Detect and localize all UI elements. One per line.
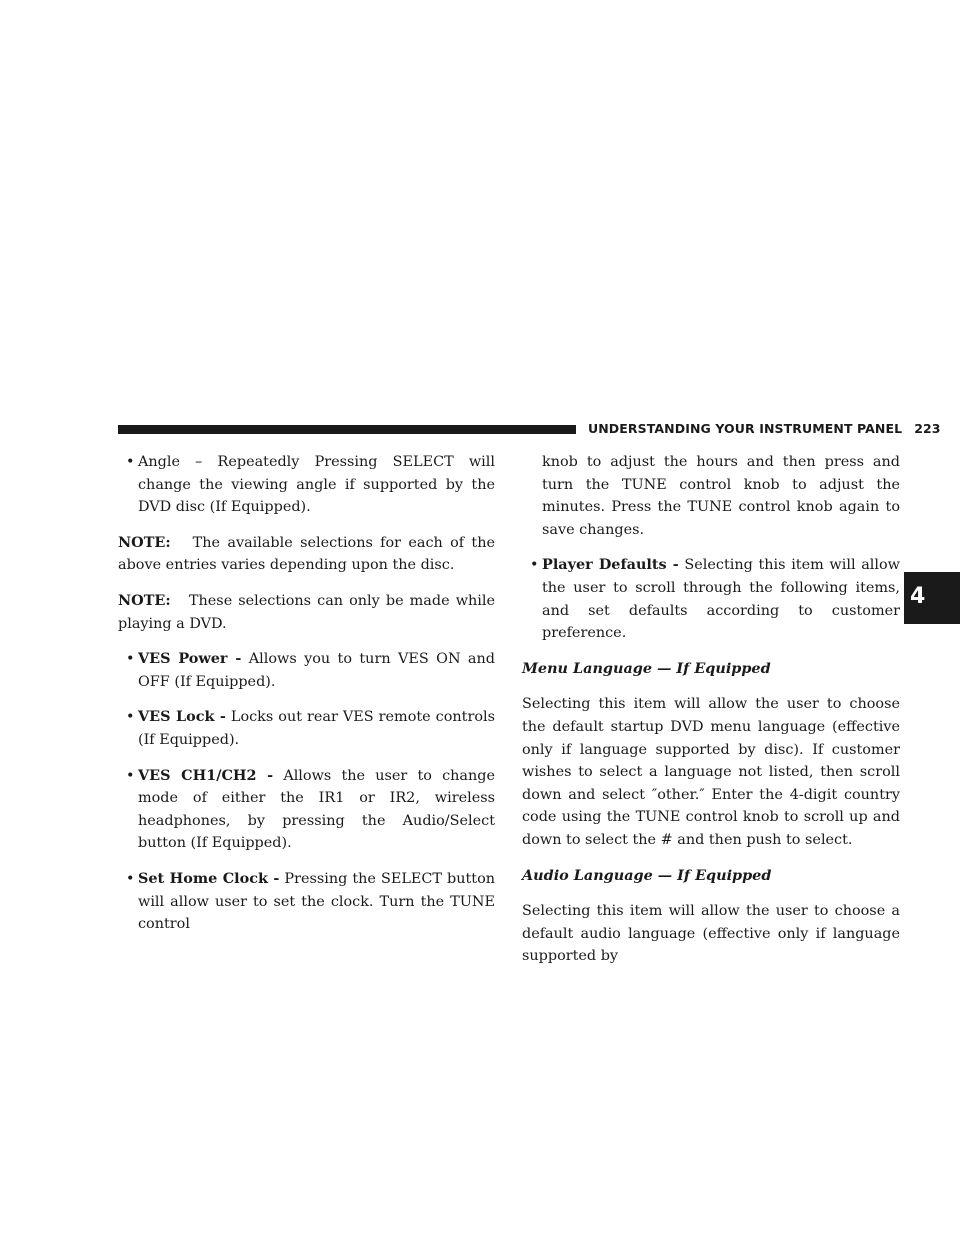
- menu-language-heading: Menu Language — If Equipped: [522, 659, 771, 677]
- bullet-ves-channel: • VES CH1/CH2 - Allows the user to change mode of either the IR1 or IR2, wireless headphones, by pressing the Audio/Select button (If Equipped).: [126, 766, 495, 852]
- clock-continuation: knob to adjust the hours and then press and turn the TUNE control knob to adjust the minutes. Press the TUNE control knob again to save changes.: [542, 454, 900, 538]
- note-1-label: NOTE:: [118, 533, 171, 551]
- note-2-text: These selections can only be made while playing a DVD.: [118, 592, 495, 632]
- note-1: [118, 532, 495, 577]
- bullet-dot-icon: •: [126, 651, 135, 668]
- right-column: [522, 451, 900, 981]
- bullet-dot-icon: •: [126, 767, 135, 784]
- section-title: UNDERSTANDING YOUR INSTRUMENT PANEL: [588, 421, 903, 436]
- bullet-angle: • Angle – Repeatedly Pressing SELECT will change the viewing angle if supported by the DVD disc (If Equipped).: [118, 451, 495, 519]
- chapter-number: 4: [910, 584, 926, 609]
- running-header: [588, 421, 941, 436]
- bullet-dot-icon: •: [530, 557, 539, 574]
- bullet-dot-icon: •: [126, 454, 135, 470]
- audio-language-text: Selecting this item will allow the user to choose a default audio language (effective only if language supported by: [522, 903, 900, 965]
- note-2: [118, 590, 495, 635]
- bullet-set-home-clock: • Set Home Clock - Pressing the SELECT button will allow user to set the clock. Turn the TUNE control: [126, 869, 496, 933]
- page-number: 223: [914, 421, 941, 436]
- chapter-tab: [904, 572, 960, 624]
- note-2-label: NOTE:: [118, 591, 171, 609]
- bullet-dot-icon: •: [126, 870, 135, 887]
- bullet-dot-icon: •: [126, 709, 135, 726]
- audio-language-heading: Audio Language — If Equipped: [522, 866, 772, 884]
- bullet-ves-power: • VES Power - Allows you to turn VES ON and OFF (If Equipped).: [126, 650, 495, 690]
- menu-language-text: Selecting this item will allow the user to choose the default startup DVD menu language (effective only if language supported by disc). If customer wishes to select a language not listed, then scroll down and select ″other.″ Enter the 4-digit country code using the TUNE control knob to scroll up and down to select the # and then push to select.: [522, 696, 900, 848]
- bullet-ves-lock: • VES Lock - Locks out rear VES remote controls (If Equipped).: [126, 708, 495, 748]
- note-1-text: The available selections for each of the above entries varies depending upon the disc.: [118, 534, 495, 574]
- bullet-player-defaults: • Player Defaults - Selecting this item will allow the user to scroll through the following items, and set defaults according to customer preference.: [530, 556, 900, 642]
- left-column: [118, 451, 495, 949]
- header-rule: [118, 425, 576, 434]
